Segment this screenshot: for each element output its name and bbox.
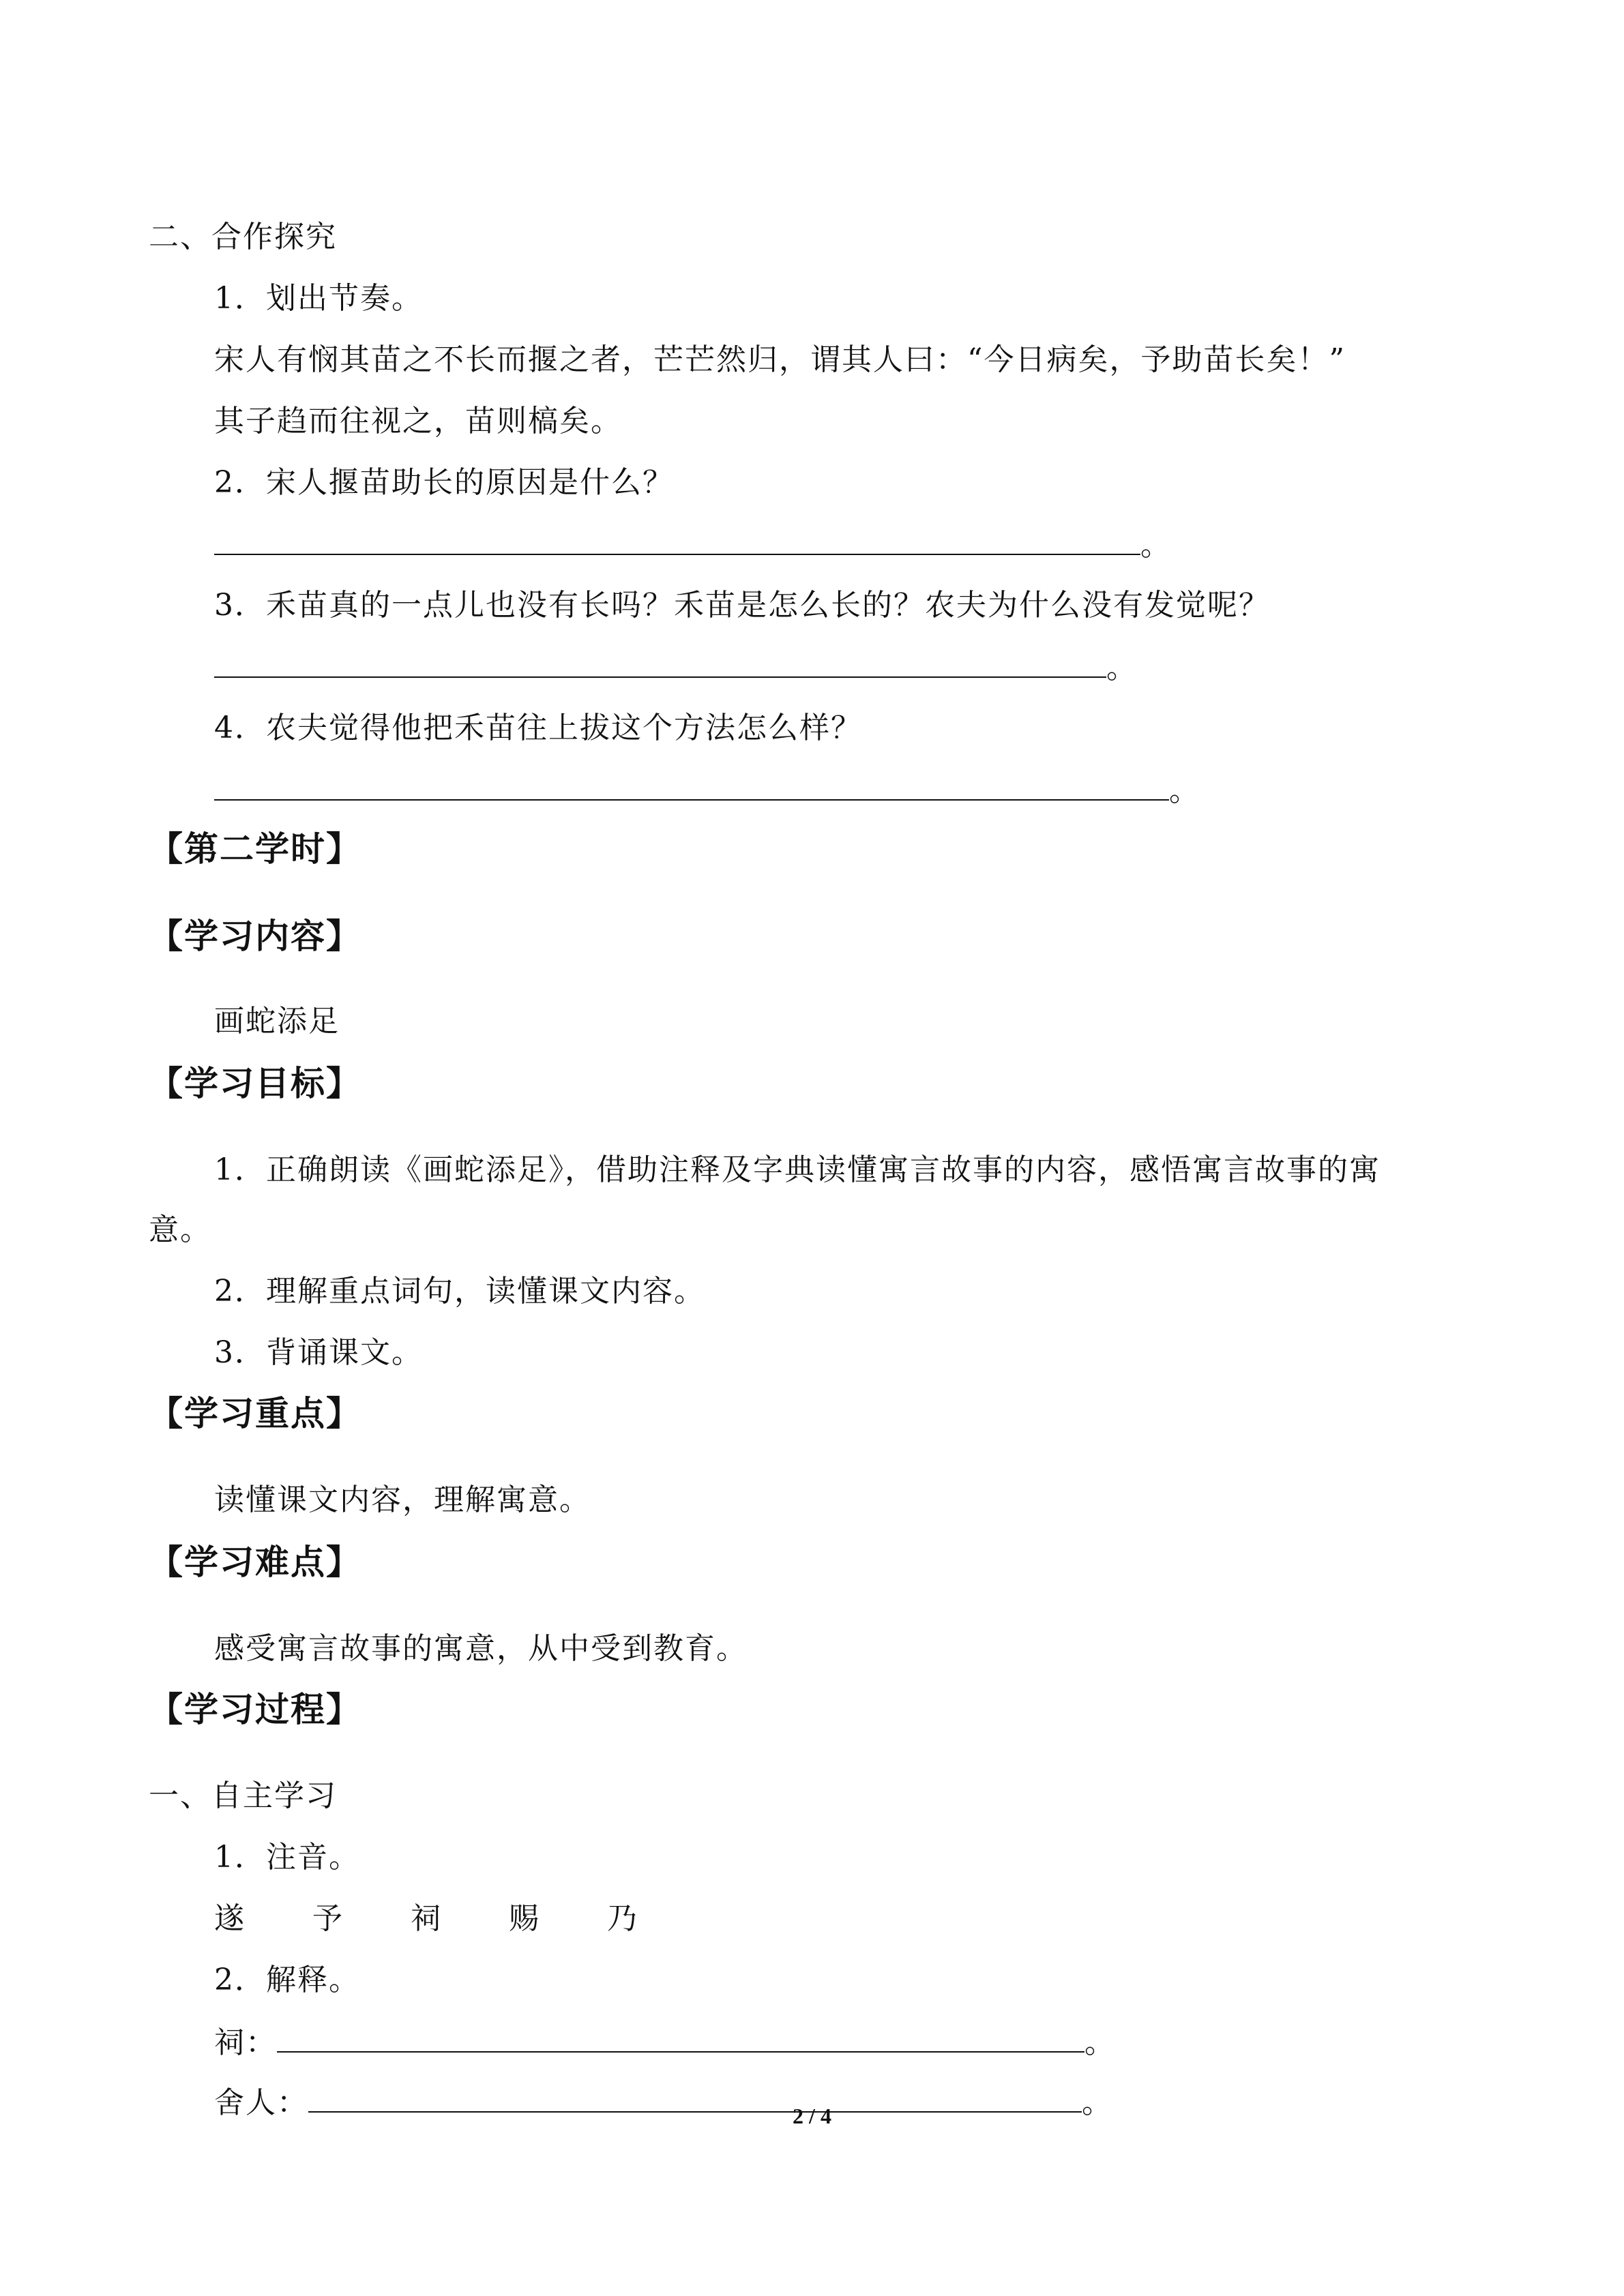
goal-3: 3．背诵课文。 [214,1335,423,1370]
heading-learning-focus: 【学习重点】 [149,1394,361,1433]
explain-task: 2．解释。 [214,1963,360,1997]
question-4: 4．农夫觉得他把禾苗往上拔这个方法怎么样？ [214,711,862,745]
passage-line-1: 宋人有悯其苗之不长而揠之者，芒芒然归，谓其人曰：“今日病矣，予助苗长矣！” [214,342,1346,377]
heading-learning-process: 【学习过程】 [149,1690,361,1729]
answer-line-2[interactable] [214,524,1172,566]
char-item: 予 [312,1901,344,1936]
char-item: 祠 [411,1901,442,1936]
goal-2: 2．理解重点词句，读懂课文内容。 [214,1274,705,1309]
page-number: 2 / 4 [793,2104,831,2128]
passage-line-2: 其子趋而往视之，苗则槁矣。 [214,404,622,438]
focus-text: 读懂课文内容，理解寓意。 [214,1482,591,1517]
question-1: 1．划出节奏。 [214,281,423,316]
term-label: 舍人： [214,2085,308,2120]
char-item: 乃 [607,1901,638,1936]
period: 。 [1084,2025,1116,2060]
period: 。 [1082,2085,1113,2120]
heading-learning-goals: 【学习目标】 [149,1064,361,1103]
answer-blank[interactable] [214,769,1169,801]
period: 。 [1106,651,1138,685]
difficulty-text: 感受寓言故事的寓意，从中受到教育。 [214,1631,748,1666]
question-3: 3．禾苗真的一点儿也没有长吗？禾苗是怎么长的？农夫为什么没有发觉呢？ [214,588,1270,623]
goal-1-line-2: 意。 [149,1212,211,1247]
char-item: 赐 [509,1901,540,1936]
phonetic-task: 1．注音。 [214,1840,360,1875]
period: 。 [1140,528,1172,563]
answer-blank[interactable] [214,646,1106,678]
heading-learning-content: 【学习内容】 [149,916,361,956]
period: 。 [1169,773,1200,808]
term-label: 祠： [214,2025,277,2060]
section-title-cooperative: 二、合作探究 [149,220,337,254]
heading-second-lesson: 【第二学时】 [149,829,361,869]
section-title-self-study: 一、自主学习 [149,1778,337,1813]
content-text: 画蛇添足 [214,1004,340,1039]
answer-line-3[interactable] [214,646,1138,689]
answer-line-4[interactable] [214,769,1200,811]
term-line-1[interactable] [214,2021,1116,2063]
goal-1-line-1: 1．正确朗读《画蛇添足》，借助注释及字典读懂寓言故事的内容，感悟寓言故事的寓 [214,1152,1381,1187]
char-item: 遂 [214,1901,246,1936]
question-2: 2．宋人揠苗助长的原因是什么？ [214,465,674,500]
heading-learning-difficulty: 【学习难点】 [149,1542,361,1582]
phonetic-characters [214,1898,705,1939]
answer-blank[interactable] [277,2021,1084,2053]
answer-blank[interactable] [214,524,1140,555]
